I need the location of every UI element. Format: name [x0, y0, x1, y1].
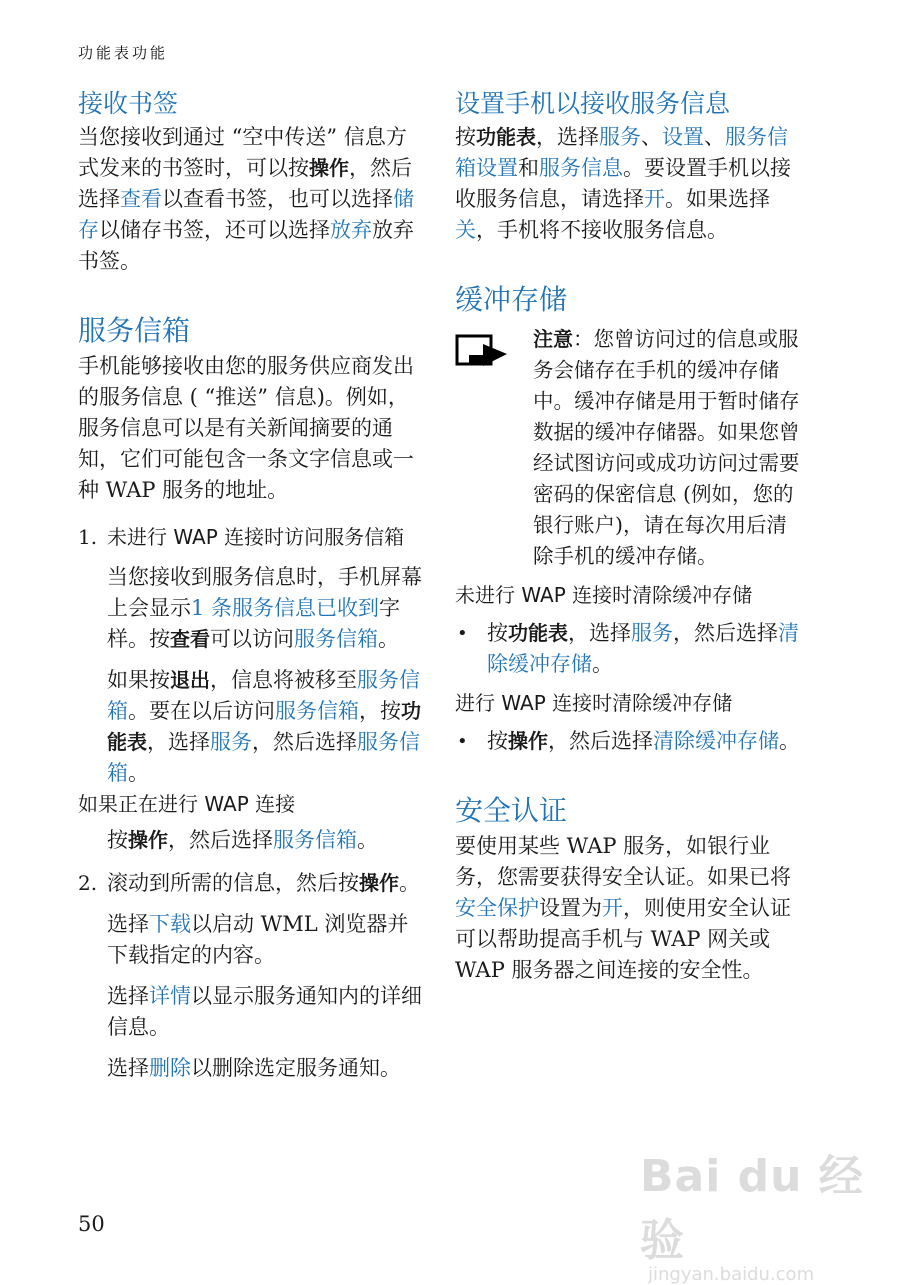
- text: ，则使用安全认证可以帮助提高手机与 WAP 网关或 WAP 服务器之间连接的安全性。: [455, 896, 791, 982]
- menu-term: 删除: [149, 1056, 191, 1080]
- menu-term: 服务信箱: [273, 828, 357, 852]
- softkey-options: 操作: [309, 156, 349, 180]
- text: 选择: [107, 912, 149, 936]
- paragraph: [107, 981, 423, 1043]
- menu-term: 安全保护: [455, 896, 539, 920]
- text: 。如果选择: [665, 187, 770, 211]
- paragraph: [455, 122, 805, 246]
- softkey-options: 操作: [359, 871, 399, 895]
- text: 按: [455, 125, 476, 149]
- sub-heading: 如果正在进行 WAP 连接: [78, 792, 296, 816]
- watermark-brand: Bai du 经验: [640, 1151, 864, 1266]
- menu-term-on: 开: [602, 896, 623, 920]
- bullet-icon: •: [457, 623, 468, 644]
- menu-term: 服务信箱: [107, 668, 420, 723]
- paragraph: [107, 665, 423, 789]
- text: ：您曾访问过的信息或服务会储存在手机的缓冲存储中。缓冲存储是用于暂时储存数据的缓冲存储器。如果您曾经试图访问或成功访问过需要密码的保密信息 (例如，您的银行账户)，请在每次用后清除手机的缓冲存储。: [533, 327, 800, 568]
- menu-term: 设置: [662, 125, 704, 149]
- text: ，信息将被移至: [210, 668, 357, 692]
- softkey-menu: 功能表: [508, 621, 568, 645]
- text: 。: [779, 729, 800, 753]
- bullet-item: [455, 726, 805, 757]
- text: 、: [704, 125, 725, 149]
- menu-term-discard: 放弃: [330, 218, 372, 242]
- left-column: [78, 86, 423, 1084]
- text: 。: [357, 828, 378, 852]
- softkey-menu: 功能表: [476, 125, 536, 149]
- menu-term-view: 查看: [120, 187, 162, 211]
- text: ，选择: [568, 621, 631, 645]
- menu-term: 服务: [631, 621, 673, 645]
- text: 。: [378, 627, 399, 651]
- text: 。: [399, 871, 420, 895]
- menu-term-on: 开: [644, 187, 665, 211]
- text: 选择: [107, 984, 149, 1008]
- text: 以删除选定服务通知。: [191, 1056, 401, 1080]
- text: 。: [592, 652, 613, 676]
- menu-term: 服务信箱: [294, 627, 378, 651]
- paragraph: [107, 1053, 423, 1084]
- text: ，然后选择: [168, 828, 273, 852]
- text: 字样。按: [107, 596, 401, 651]
- screen-text: 1 条服务信息已收到: [191, 596, 380, 620]
- text: 以储存书签，还可以选择: [99, 218, 330, 242]
- section-title-bookmarks: 接收书签: [78, 89, 179, 118]
- section-title-cache: 缓冲存储: [455, 283, 568, 316]
- bullet-item: [455, 618, 805, 680]
- softkey-menu: 功能表: [107, 699, 421, 754]
- list-item-2: [78, 868, 423, 899]
- text: ，然后选择: [673, 621, 778, 645]
- text: 滚动到所需的信息，然后按: [107, 871, 359, 895]
- text: ，选择: [536, 125, 599, 149]
- menu-term: 清除缓冲存储: [487, 621, 799, 676]
- bullet-icon: •: [457, 731, 468, 752]
- list-item-1: [78, 522, 423, 552]
- text: 当您接收到服务信息时，手机屏幕上会显示: [107, 565, 422, 620]
- service-inbox-paragraph: 手机能够接收由您的服务供应商发出的服务信息 ( “推送” 信息)。例如，服务信息可以是有关新闻摘要的通知，它们可能包含一条文字信息或一种 WAP 服务的地址。: [78, 354, 414, 502]
- text: 、: [641, 125, 662, 149]
- sub-heading: 进行 WAP 连接时清除缓冲存储: [455, 691, 733, 715]
- text: ，选择: [147, 730, 210, 754]
- menu-term: 服务: [210, 730, 252, 754]
- text: ，按: [359, 699, 401, 723]
- menu-term: 清除缓冲存储: [653, 729, 779, 753]
- text: 选择: [107, 1056, 149, 1080]
- paragraph: [107, 825, 423, 856]
- text: 以显示服务通知内的详细信息。: [107, 984, 422, 1039]
- right-column: [455, 86, 805, 986]
- section-title-security: 安全认证: [455, 794, 568, 827]
- menu-term: 服务: [599, 125, 641, 149]
- note-label: 注意: [533, 327, 573, 351]
- text: 按: [107, 828, 128, 852]
- menu-term: 服务信息: [539, 156, 623, 180]
- list-item-title: 未进行 WAP 连接时访问服务信箱: [107, 525, 405, 549]
- softkey-options: 操作: [128, 828, 168, 852]
- sub-heading: 未进行 WAP 连接时清除缓冲存储: [455, 583, 753, 607]
- paragraph: [107, 562, 423, 655]
- text: ，手机将不接收服务信息。: [476, 218, 728, 242]
- text: 按: [487, 621, 508, 645]
- text: 要使用某些 WAP 服务，如银行业务，您需要获得安全认证。如果已将: [455, 834, 791, 889]
- paragraph: [107, 909, 423, 971]
- running-header: 功能表功能: [78, 44, 169, 62]
- section-title-service-inbox: 服务信箱: [78, 314, 191, 347]
- text: 可以访问: [210, 627, 294, 651]
- bullet-text: [487, 618, 805, 680]
- paragraph: [455, 831, 805, 986]
- text: 按: [487, 729, 508, 753]
- text: ，然后选择: [252, 730, 357, 754]
- note-pointer-icon: [455, 324, 533, 572]
- bullet-text: [487, 726, 800, 757]
- text: 。: [128, 761, 149, 785]
- list-item-text: [107, 868, 420, 899]
- list-number: 1.: [78, 525, 98, 549]
- text: ，然后选择: [548, 729, 653, 753]
- text: ，然后选择: [78, 156, 412, 211]
- menu-term-save: 储存: [78, 187, 414, 242]
- watermark: [640, 1140, 900, 1285]
- text: 设置为: [539, 896, 602, 920]
- note-box: [455, 324, 805, 572]
- page-number: 50: [78, 1212, 105, 1236]
- watermark-url: jingyan.baidu.com: [648, 1264, 815, 1285]
- text: 以启动 WML 浏览器并下载指定的内容。: [107, 912, 409, 967]
- text: 当您接收到通过 “空中传送” 信息方式发来的书签时，可以按: [78, 125, 407, 180]
- menu-term: 下载: [149, 912, 191, 936]
- text: 。要在以后访问: [128, 699, 275, 723]
- menu-term: 服务信箱: [107, 730, 420, 785]
- softkey-options: 操作: [508, 729, 548, 753]
- text: 以查看书签，也可以选择: [162, 187, 393, 211]
- note-text: [533, 324, 805, 572]
- menu-term: 服务信箱设置: [455, 125, 788, 180]
- softkey-exit: 退出: [170, 668, 210, 692]
- text: 。要设置手机以接收服务信息，请选择: [455, 156, 791, 211]
- bookmarks-paragraph: [78, 122, 423, 277]
- menu-term: 服务信箱: [275, 699, 359, 723]
- text: 和: [518, 156, 539, 180]
- menu-term-off: 关: [455, 218, 476, 242]
- list-number: 2.: [78, 871, 98, 895]
- text: 如果按: [107, 668, 170, 692]
- text: 放弃书签。: [78, 218, 414, 273]
- softkey-view: 查看: [170, 627, 210, 651]
- menu-term: 详情: [149, 984, 191, 1008]
- section-title-receive-settings: 设置手机以接收服务信息: [455, 89, 731, 118]
